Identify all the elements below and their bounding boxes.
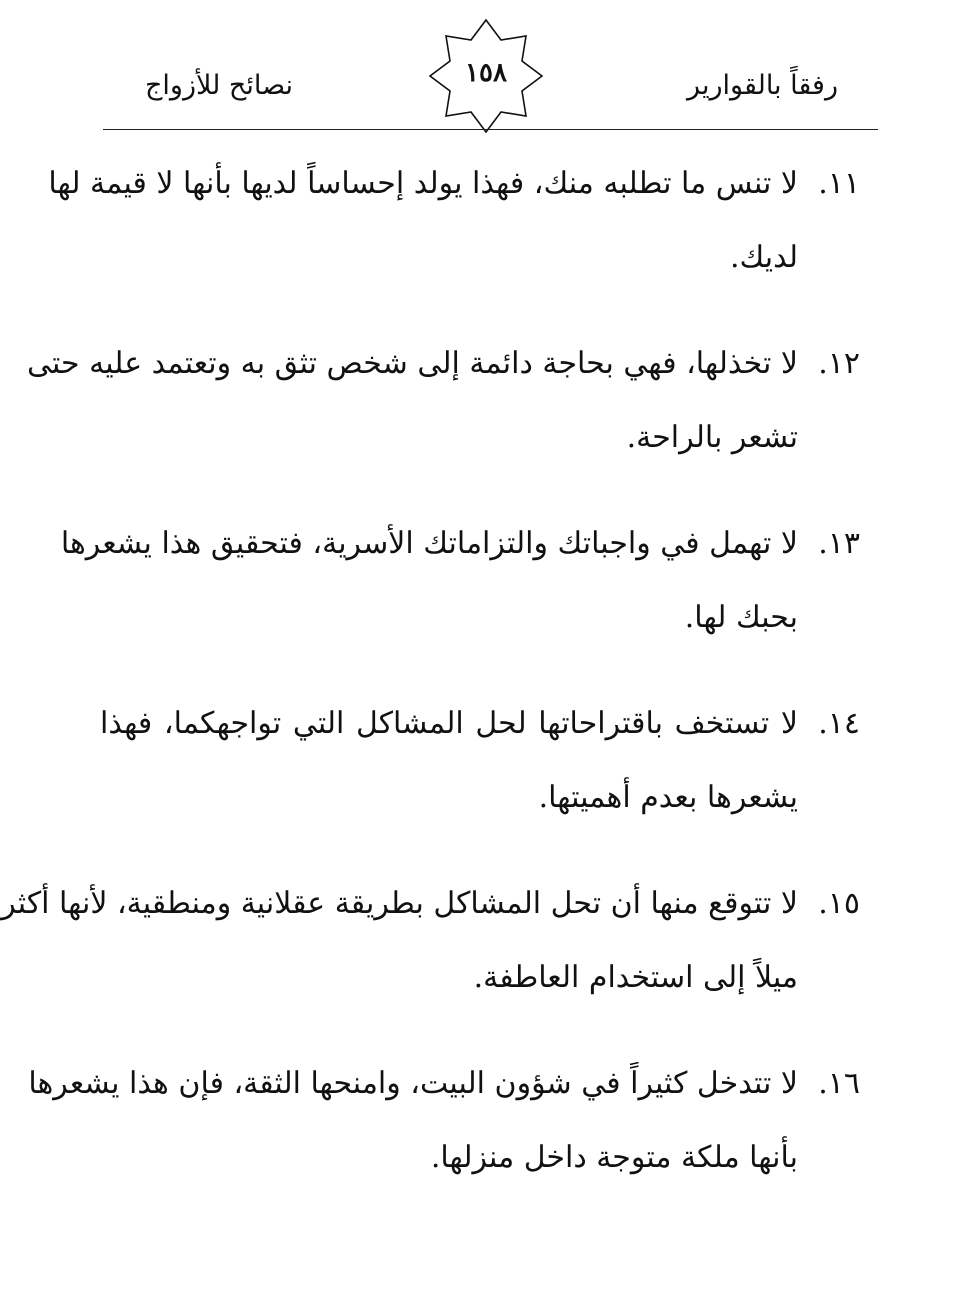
list-item xyxy=(60,510,860,690)
item-text-line-1: لا تنس ما تطلبه منك، فهذا يولد إحساساً لديها بأنها لا قيمة لها xyxy=(48,166,798,201)
book-title: رفقاً بالقوارير xyxy=(687,70,838,101)
item-text-line-1: لا تتوقع منها أن تحل المشاكل بطريقة عقلانية ومنطقية، لأنها أكثر xyxy=(1,886,798,921)
item-number: ١٥. xyxy=(818,886,860,921)
page-header xyxy=(0,0,980,135)
list-item xyxy=(1,870,860,1050)
list-item xyxy=(48,150,860,330)
list-item xyxy=(28,1050,860,1230)
item-text-line-2: يشعرها بعدم أهميتها. xyxy=(538,780,798,815)
item-text-line-1: لا تستخف باقتراحاتها لحل المشاكل التي تواجهكما، فهذا xyxy=(100,706,798,741)
item-number: ١٣. xyxy=(818,526,860,561)
item-text-line-2: بأنها ملكة متوجة داخل منزلها. xyxy=(430,1140,798,1175)
item-number: ١٢. xyxy=(818,346,860,381)
item-text-line-2: تشعر بالراحة. xyxy=(626,420,798,455)
item-text-line-2: ميلاً إلى استخدام العاطفة. xyxy=(473,960,798,995)
item-text-line-2: بحبك لها. xyxy=(684,600,798,635)
page-number-badge xyxy=(428,18,544,134)
header-divider xyxy=(103,129,878,130)
item-number: ١١. xyxy=(818,166,860,201)
item-text-line-1: لا تتدخل كثيراً في شؤون البيت، وامنحها الثقة، فإن هذا يشعرها xyxy=(28,1066,798,1101)
item-text-line-1: لا تهمل في واجباتك والتزاماتك الأسرية، فتحقيق هذا يشعرها xyxy=(60,526,798,561)
item-text-line-2: لديك. xyxy=(729,240,798,275)
section-title: نصائح للأزواج xyxy=(145,70,294,101)
page-number: ١٥٨ xyxy=(465,58,507,88)
list-item xyxy=(100,690,860,870)
item-number: ١٦. xyxy=(818,1066,860,1101)
item-number: ١٤. xyxy=(818,706,860,741)
list-item xyxy=(26,330,860,510)
advice-list xyxy=(1,150,860,1230)
item-text-line-1: لا تخذلها، فهي بحاجة دائمة إلى شخص تثق به وتعتمد عليه حتى xyxy=(26,346,798,381)
